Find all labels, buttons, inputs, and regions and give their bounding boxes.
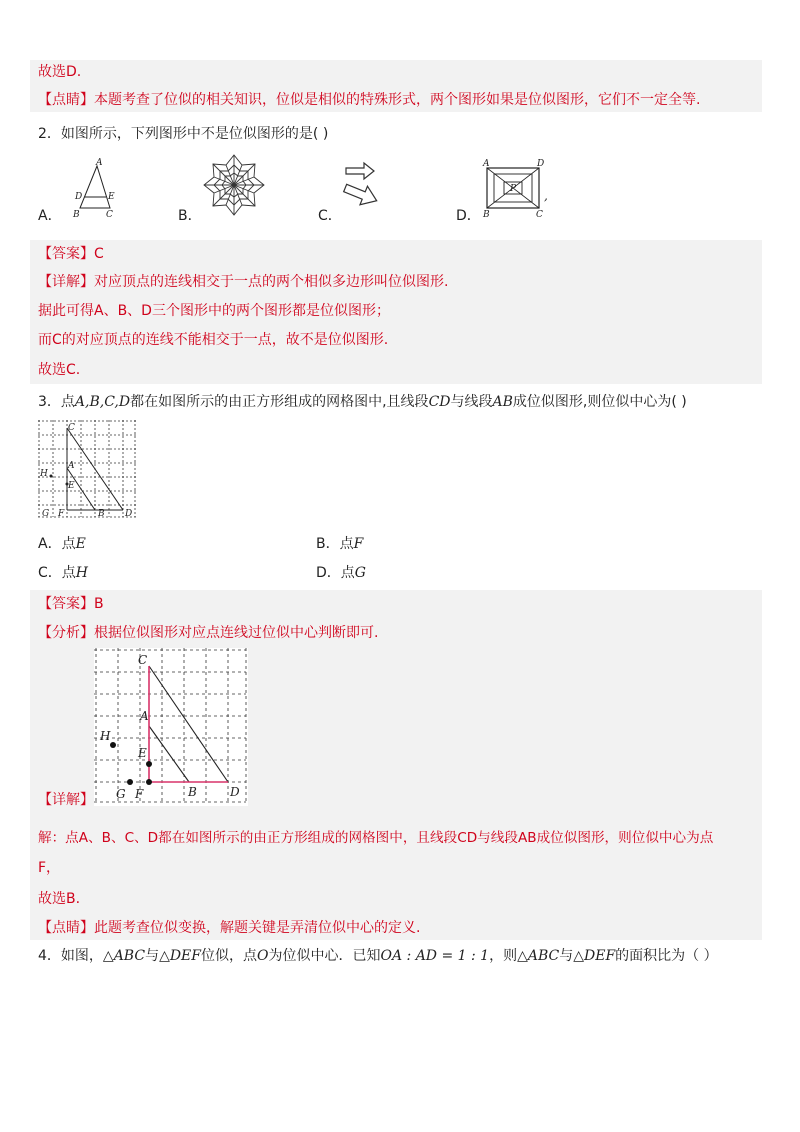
q2-option-c: C． xyxy=(318,208,342,224)
q3s-label-c: C xyxy=(68,423,75,433)
q3-question-mid2: 与线段 xyxy=(450,394,493,410)
q2-figure-a xyxy=(70,158,120,220)
q3-option-b xyxy=(316,534,363,554)
q3-question-prefix: 3．点 xyxy=(38,394,75,410)
q3l-label-e: E xyxy=(138,746,147,760)
fig-d-label-p: P xyxy=(510,184,517,194)
q3-option-c xyxy=(38,563,88,583)
q4-tri-abc: △ABC xyxy=(102,948,146,964)
q3-analysis-text: 根据位似图形对应点连线过位似中心判断即可. xyxy=(94,625,379,641)
q2-answer-tag: 【答案】 xyxy=(38,246,94,262)
q4-ratio: OA : AD = 1 : 1 xyxy=(380,948,490,964)
q3-solution-line-1: 解：点A、B、C、D都在如图所示的由正方形组成的网格图中，且线段CD与线段AB成位似图形，则位似中心为点 xyxy=(38,830,714,846)
fig-d-label-d: D xyxy=(537,159,545,169)
q4-mid-4: ，则 xyxy=(489,948,518,964)
q2-figure-b xyxy=(198,154,270,216)
q3-answer-tag: 【答案】 xyxy=(38,596,94,612)
q2-answer xyxy=(38,244,104,264)
q4-point-o: O xyxy=(257,948,269,964)
fig-a-label-a: A xyxy=(96,158,103,168)
q3-seg-ab: AB xyxy=(492,394,513,410)
q2-detail-text-1: 对应顶点的连线相交于一点的两个相似多边形叫位似图形. xyxy=(94,274,449,290)
q3-detail-tag: 【详解】 xyxy=(38,792,94,808)
q3-option-b-prefix: B．点 xyxy=(316,536,354,552)
q3-option-a-point: E xyxy=(75,536,86,552)
q2-option-b: B． xyxy=(178,208,202,224)
q3l-label-b: B xyxy=(188,785,197,799)
q3-comment-tag: 【点睛】 xyxy=(38,920,94,936)
q4-mid-3: 为位似中心．已知 xyxy=(268,948,381,964)
q4-tri-def: △DEF xyxy=(159,948,201,964)
q3l-label-c: C xyxy=(138,653,148,667)
q2-option-a: A． xyxy=(38,208,62,224)
fig-a-label-e: E xyxy=(108,192,115,202)
q3-analysis-tag: 【分析】 xyxy=(38,625,94,641)
fig-a-label-d: D xyxy=(75,192,83,202)
q4-mid-1: 与 xyxy=(145,948,160,964)
q3-option-b-point: F xyxy=(353,536,364,552)
q3s-label-f: F xyxy=(58,509,65,519)
q3-option-c-point: H xyxy=(75,565,88,581)
q3-option-d xyxy=(316,563,366,583)
q4-suffix: 的面积比为（ ） xyxy=(615,948,718,964)
q3l-label-h: H xyxy=(100,729,111,743)
q3l-label-f: F xyxy=(135,787,144,801)
fig-d-label-c: C xyxy=(536,210,543,220)
q3-question-points: A,B,C,D xyxy=(74,394,131,410)
q4-mid-5: 与 xyxy=(559,948,574,964)
q3-small-grid xyxy=(38,420,138,520)
q2-figure-d xyxy=(480,158,552,220)
q3l-label-d: D xyxy=(230,785,240,799)
q3-comment-text: 此题考查位似变换，解题关键是弄清位似中心的定义. xyxy=(94,920,421,936)
q2-detail-line-3: 而C的对应顶点的连线不能相交于一点，故不是位似图形. xyxy=(38,332,389,348)
prev-comment-text: 本题考查了位似的相关知识，位似是相似的特殊形式，两个图形如果是位似图形，它们不一定全等. xyxy=(94,92,701,108)
q2-conclusion: 故选C. xyxy=(38,362,81,378)
prev-comment-tag: 【点睛】 xyxy=(38,92,94,108)
q3s-label-d: D xyxy=(125,509,133,519)
q3l-label-g: G xyxy=(116,787,126,801)
prev-conclusion: 故选D. xyxy=(38,64,82,80)
q2-detail-line-1 xyxy=(38,272,448,292)
q3s-label-g: G xyxy=(42,509,50,519)
q3-comment xyxy=(38,918,420,938)
q3-question-mid: 都在如图所示的由正方形组成的网格图中,且线段 xyxy=(130,394,429,410)
q2-figure-c xyxy=(340,160,386,218)
q2-detail-line-2: 据此可得A、B、D三个图形中的两个图形都是位似图形； xyxy=(38,303,390,319)
q4-tri-abc-2: △ABC xyxy=(517,948,560,964)
q3-question-suffix: 成位似图形,则位似中心为( ) xyxy=(512,394,687,410)
q3-conclusion: 故选B. xyxy=(38,891,81,907)
q3-option-d-prefix: D．点 xyxy=(316,565,355,581)
q3s-label-h: H xyxy=(40,469,48,479)
q3-seg-cd: CD xyxy=(428,394,451,410)
q4-tri-def-2: △DEF xyxy=(573,948,616,964)
q3l-label-a: A xyxy=(140,709,149,723)
fig-d-label-a: A xyxy=(483,159,490,169)
q3-answer xyxy=(38,594,104,614)
q3-option-a-prefix: A．点 xyxy=(38,536,76,552)
q3-option-c-prefix: C．点 xyxy=(38,565,76,581)
q3s-label-e: E xyxy=(68,481,75,491)
q4-mid-2: 位似，点 xyxy=(201,948,257,964)
q3-large-grid xyxy=(94,648,248,806)
q3-solution-line-2: F， xyxy=(38,860,61,876)
q3-question xyxy=(38,392,687,412)
q3s-label-b: B xyxy=(98,509,105,519)
q3-option-a xyxy=(38,534,86,554)
fig-a-label-b: B xyxy=(73,210,80,220)
q2-question: 2．如图所示，下列图形中不是位似图形的是( ) xyxy=(38,126,329,142)
prev-comment xyxy=(38,90,700,110)
q4-prefix: 4．如图， xyxy=(38,948,103,964)
fig-a-label-c: C xyxy=(106,210,113,220)
fig-d-comma: , xyxy=(544,189,548,203)
q3-analysis xyxy=(38,623,378,643)
q3-answer-value: B xyxy=(94,596,104,612)
q3-option-d-point: G xyxy=(354,565,366,581)
q4-question xyxy=(38,946,718,966)
q2-answer-value: C xyxy=(94,246,104,262)
q2-detail-tag: 【详解】 xyxy=(38,274,94,290)
fig-d-label-b: B xyxy=(483,210,490,220)
q2-option-d: D． xyxy=(456,208,481,224)
q3s-label-a: A xyxy=(68,461,75,471)
